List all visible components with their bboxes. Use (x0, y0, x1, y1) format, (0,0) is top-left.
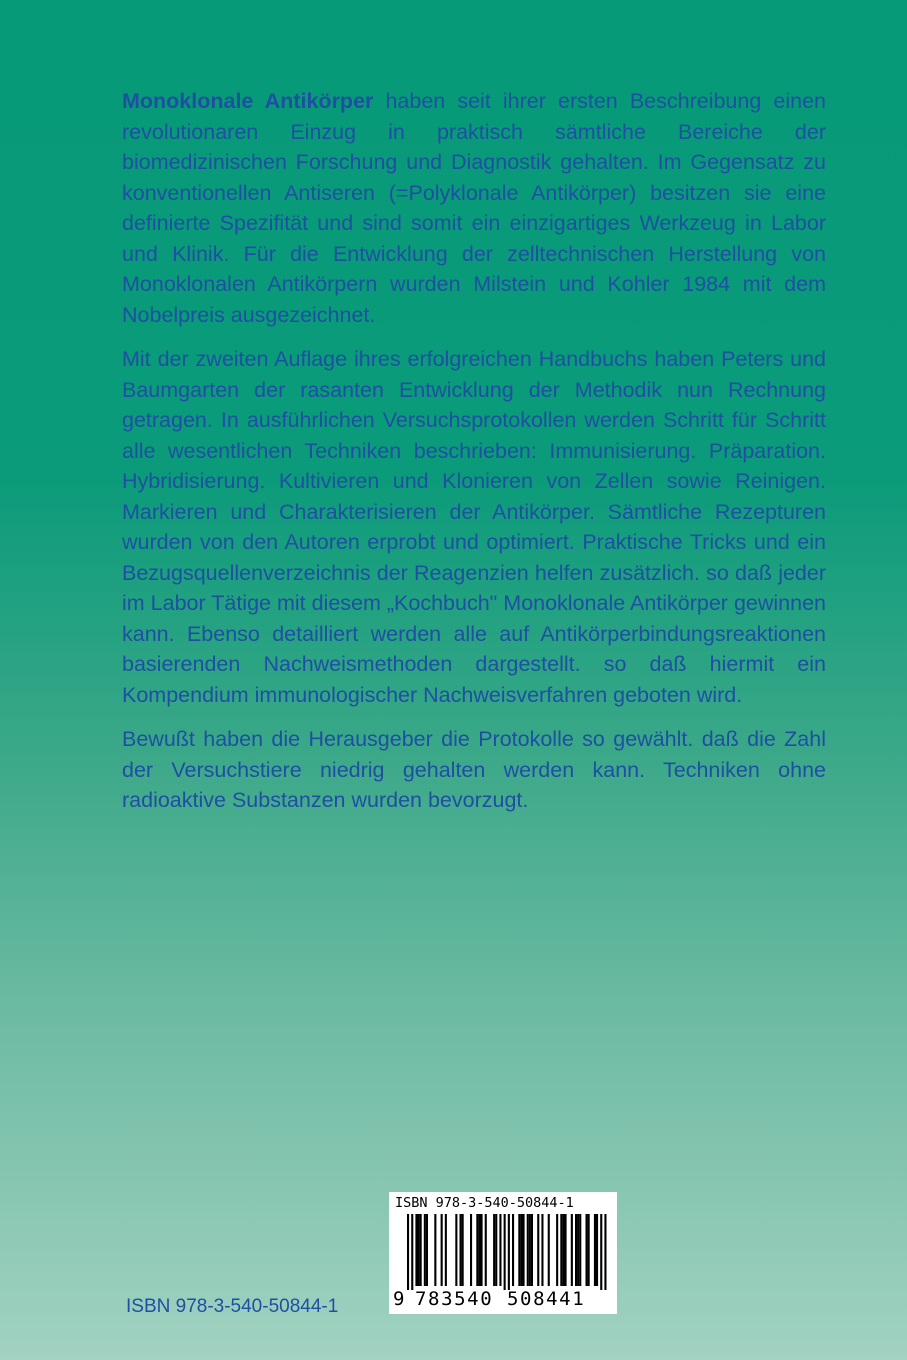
barcode-bar (476, 1214, 478, 1286)
barcode-bar (560, 1214, 562, 1286)
barcode-bar (508, 1214, 510, 1290)
barcode-isbn-text: ISBN 978-3-540-50844-1 (395, 1195, 574, 1211)
barcode-bar (470, 1214, 472, 1286)
blurb-paragraph-1 (122, 86, 826, 330)
barcode-bar (411, 1214, 413, 1290)
barcode-bar (434, 1214, 436, 1286)
barcode-bar (426, 1214, 428, 1286)
barcode-bar (548, 1214, 550, 1286)
isbn-label: ISBN 978-3-540-50844-1 (126, 1296, 339, 1317)
barcode-bar (527, 1214, 529, 1286)
blurb-lead-term: Monoklonale Antikörper (122, 89, 374, 113)
blurb-text (122, 86, 826, 830)
barcode-bar (523, 1214, 525, 1286)
barcode-bar (407, 1214, 409, 1290)
barcode-bar (579, 1214, 581, 1286)
barcode-bar (420, 1214, 422, 1286)
barcode-bar (588, 1214, 590, 1286)
blurb-paragraph-3: Bewußt haben die Herausgeber die Protokolle so gewählt. daß die Zahl der Versuchstiere niedrig gehalten werden kann. Techniken ohne radioaktive Substanzen wurden bevorzugt. (122, 727, 826, 812)
barcode-bars (389, 1214, 617, 1290)
barcode-bar (586, 1214, 588, 1286)
barcode-bar (460, 1214, 462, 1286)
barcode (389, 1192, 617, 1314)
barcode-bar (562, 1214, 564, 1286)
barcode-bar (415, 1214, 417, 1286)
barcode-bar (541, 1214, 543, 1286)
barcode-digit-group-1: 783540 (415, 1288, 494, 1310)
blurb-paragraph-2: Mit der zweiten Auflage ihres erfolgreichen Handbuchs haben Peters und Baumgarten der rasanten Entwicklung der Methodik nun Rechnung getragen. In ausführlichen Versuchsprotokollen werden Schritt für Schritt alle wesentlichen Techniken beschrieben: Immunisierung. Präparation. Hybridisierung. Kultivieren und Klonieren von Zellen sowie Reinigen. Markieren und Charakterisieren der Antikörper. Sämtliche Rezepturen wurden von den Autoren erprobt und optimiert. Praktische Tricks und ein Bezugsquellenverzeichnis der Reagenzien helfen zusätzlich. so daß jeder im Labor Tätige mit diesem „Kochbuch" Monoklonale Antikörper gewinnen kann. Ebenso detailliert werden alle auf Antikörperbindungsreaktionen basierenden Nachweismethoden dargestellt. so daß hiermit ein Kompendium immunologischer Nachweisverfahren geboten wird. (122, 347, 826, 707)
barcode-bar (512, 1214, 514, 1286)
barcode-bar (445, 1214, 447, 1286)
barcode-bar (504, 1214, 506, 1290)
blurb-paragraph-1-body: haben seit ihrer ersten Beschreibung einen revolutionaren Einzug in praktisch sämtliche Bereiche der biomedizinischen Forschung und Diagnostik gehalten. Im Gegensatz zu konventionellen Antiseren (=Polyklonale Antikörper) besitzen sie eine definierte Spezifität und sind somit ein einzigartiges Werkzeug in Labor und Klinik. Für die Entwicklung der zelltechnischen Herstellung von Monoklonalen Antikörpern wurden Milstein und Kohler 1984 mit dem Nobelpreis ausgezeichnet. (122, 89, 826, 327)
barcode-bar (571, 1214, 573, 1286)
barcode-bar (594, 1214, 596, 1286)
barcode-bar (520, 1214, 522, 1286)
barcode-bar (531, 1214, 533, 1286)
barcode-bar (418, 1214, 420, 1286)
barcode-bar (518, 1214, 520, 1286)
barcode-bar (441, 1214, 443, 1286)
barcode-bar (455, 1214, 457, 1286)
barcode-bar (485, 1214, 487, 1286)
barcode-digit-group-2: 508441 (507, 1288, 586, 1310)
barcode-bar (565, 1214, 567, 1286)
barcode-bar (537, 1214, 539, 1286)
barcode-bar (577, 1214, 579, 1286)
barcode-bar (493, 1214, 495, 1286)
barcode-bar (481, 1214, 483, 1286)
barcode-bar (462, 1214, 464, 1286)
barcode-bar (529, 1214, 531, 1286)
barcode-bar (495, 1214, 497, 1286)
barcode-bar (556, 1214, 558, 1286)
barcode-bar (600, 1214, 602, 1290)
barcode-bar (424, 1214, 426, 1286)
barcode-bar (604, 1214, 606, 1290)
barcode-bar (478, 1214, 480, 1286)
barcode-bar (596, 1214, 598, 1286)
barcode-bar (575, 1214, 577, 1286)
barcode-first-digit: 9 (393, 1288, 405, 1310)
barcode-bar (499, 1214, 501, 1286)
